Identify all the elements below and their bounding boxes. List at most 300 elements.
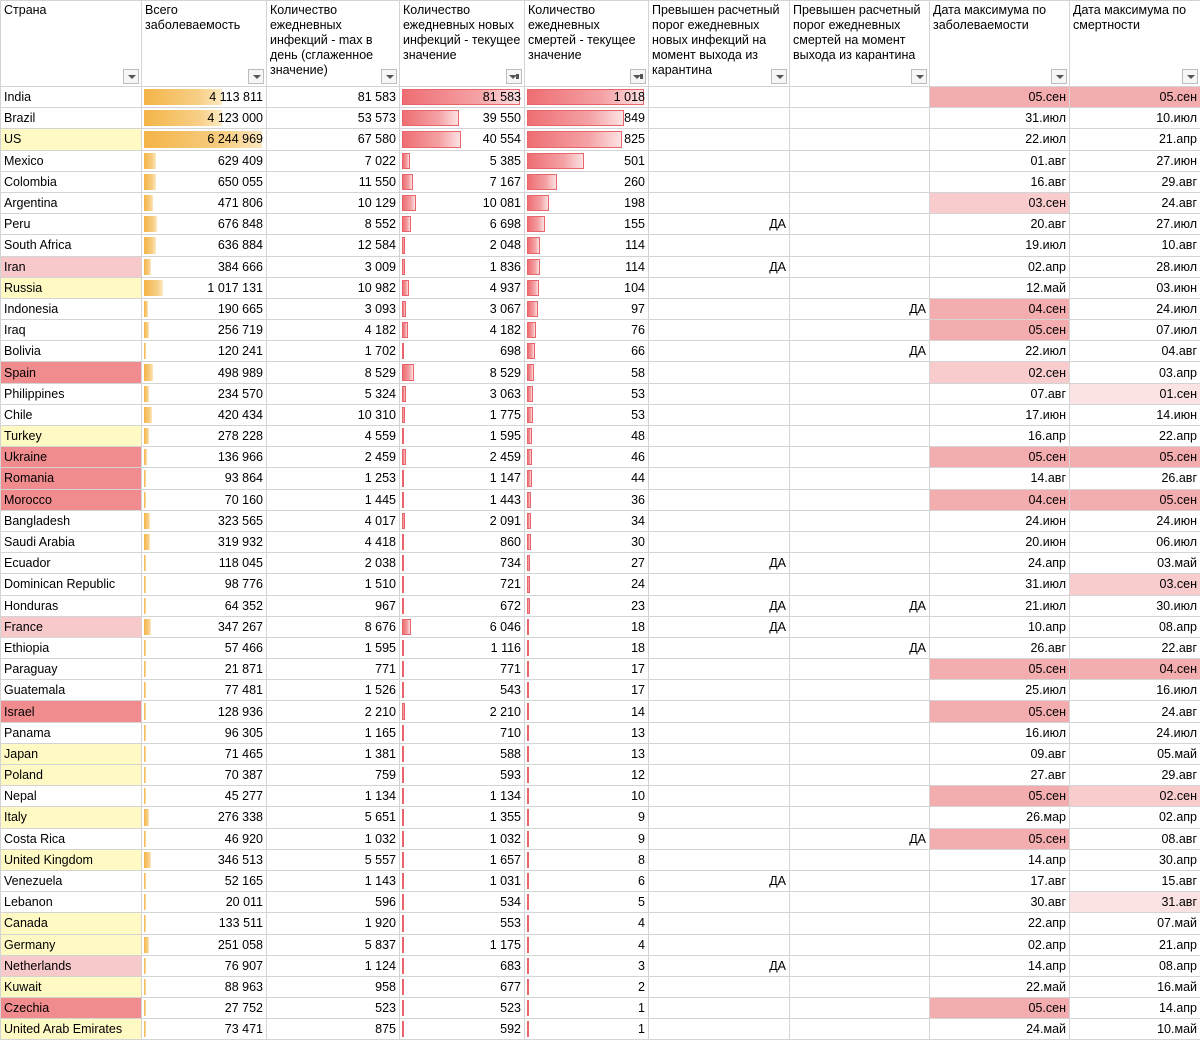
cell-total[interactable]: 346 513: [142, 849, 267, 870]
cell-infection-threshold[interactable]: [649, 934, 790, 955]
cell-country[interactable]: Ethiopia: [1, 637, 142, 658]
cell-death-peak-date[interactable]: 07.июл: [1070, 320, 1200, 341]
cell-infection-peak-date[interactable]: 17.июн: [930, 404, 1070, 425]
cell-infection-threshold[interactable]: ДА: [649, 870, 790, 891]
cell-total[interactable]: 4 113 811: [142, 87, 267, 108]
cell-death-peak-date[interactable]: 08.авг: [1070, 828, 1200, 849]
cell-max-daily[interactable]: 3 093: [267, 298, 400, 319]
cell-death-peak-date[interactable]: 06.июл: [1070, 531, 1200, 552]
cell-infection-threshold[interactable]: [649, 426, 790, 447]
cell-deaths[interactable]: 155: [525, 214, 649, 235]
cell-new-infections[interactable]: 1 116: [400, 637, 525, 658]
cell-death-threshold[interactable]: [790, 171, 930, 192]
cell-infection-peak-date[interactable]: 24.апр: [930, 553, 1070, 574]
cell-infection-threshold[interactable]: [649, 404, 790, 425]
cell-max-daily[interactable]: 67 580: [267, 129, 400, 150]
cell-new-infections[interactable]: 7 167: [400, 171, 525, 192]
cell-new-infections[interactable]: 734: [400, 553, 525, 574]
cell-country[interactable]: Kuwait: [1, 976, 142, 997]
cell-max-daily[interactable]: 1 920: [267, 913, 400, 934]
cell-infection-threshold[interactable]: ДА: [649, 553, 790, 574]
cell-max-daily[interactable]: 4 182: [267, 320, 400, 341]
cell-death-threshold[interactable]: ДА: [790, 595, 930, 616]
cell-deaths[interactable]: 3: [525, 955, 649, 976]
cell-new-infections[interactable]: 8 529: [400, 362, 525, 383]
cell-infection-threshold[interactable]: [649, 976, 790, 997]
cell-death-peak-date[interactable]: 27.июл: [1070, 214, 1200, 235]
cell-death-peak-date[interactable]: 08.апр: [1070, 616, 1200, 637]
cell-total[interactable]: 21 871: [142, 659, 267, 680]
cell-total[interactable]: 420 434: [142, 404, 267, 425]
cell-infection-threshold[interactable]: [649, 743, 790, 764]
cell-infection-threshold[interactable]: [649, 637, 790, 658]
cell-country[interactable]: Indonesia: [1, 298, 142, 319]
cell-death-peak-date[interactable]: 21.апр: [1070, 129, 1200, 150]
cell-death-threshold[interactable]: ДА: [790, 828, 930, 849]
cell-deaths[interactable]: 2: [525, 976, 649, 997]
cell-total[interactable]: 118 045: [142, 553, 267, 574]
cell-deaths[interactable]: 53: [525, 383, 649, 404]
cell-max-daily[interactable]: 10 310: [267, 404, 400, 425]
cell-new-infections[interactable]: 771: [400, 659, 525, 680]
cell-new-infections[interactable]: 721: [400, 574, 525, 595]
cell-total[interactable]: 52 165: [142, 870, 267, 891]
cell-deaths[interactable]: 17: [525, 680, 649, 701]
cell-max-daily[interactable]: 1 445: [267, 489, 400, 510]
cell-infection-threshold[interactable]: [649, 786, 790, 807]
cell-max-daily[interactable]: 10 982: [267, 277, 400, 298]
cell-total[interactable]: 629 409: [142, 150, 267, 171]
cell-total[interactable]: 6 244 969: [142, 129, 267, 150]
cell-death-peak-date[interactable]: 28.июл: [1070, 256, 1200, 277]
cell-death-threshold[interactable]: [790, 129, 930, 150]
cell-country[interactable]: Bolivia: [1, 341, 142, 362]
cell-death-peak-date[interactable]: 05.май: [1070, 743, 1200, 764]
cell-new-infections[interactable]: 6 046: [400, 616, 525, 637]
cell-total[interactable]: 498 989: [142, 362, 267, 383]
cell-max-daily[interactable]: 8 552: [267, 214, 400, 235]
cell-country[interactable]: Czechia: [1, 998, 142, 1019]
cell-max-daily[interactable]: 81 583: [267, 87, 400, 108]
cell-max-daily[interactable]: 967: [267, 595, 400, 616]
cell-infection-threshold[interactable]: ДА: [649, 955, 790, 976]
cell-deaths[interactable]: 36: [525, 489, 649, 510]
sort-descending-icon[interactable]: [630, 69, 646, 84]
cell-max-daily[interactable]: 1 526: [267, 680, 400, 701]
cell-new-infections[interactable]: 3 063: [400, 383, 525, 404]
cell-death-threshold[interactable]: [790, 256, 930, 277]
cell-total[interactable]: 278 228: [142, 426, 267, 447]
cell-death-threshold[interactable]: [790, 531, 930, 552]
cell-death-threshold[interactable]: [790, 765, 930, 786]
cell-country[interactable]: Dominican Republic: [1, 574, 142, 595]
cell-infection-peak-date[interactable]: 05.сен: [930, 87, 1070, 108]
cell-total[interactable]: 347 267: [142, 616, 267, 637]
filter-dropdown-icon[interactable]: [911, 69, 927, 84]
cell-max-daily[interactable]: 5 324: [267, 383, 400, 404]
cell-country[interactable]: Venezuela: [1, 870, 142, 891]
filter-dropdown-icon[interactable]: [1182, 69, 1198, 84]
cell-max-daily[interactable]: 1 134: [267, 786, 400, 807]
cell-infection-peak-date[interactable]: 31.июл: [930, 574, 1070, 595]
cell-deaths[interactable]: 8: [525, 849, 649, 870]
cell-new-infections[interactable]: 1 134: [400, 786, 525, 807]
cell-deaths[interactable]: 30: [525, 531, 649, 552]
cell-death-threshold[interactable]: [790, 574, 930, 595]
cell-death-peak-date[interactable]: 05.сен: [1070, 87, 1200, 108]
cell-death-peak-date[interactable]: 29.авг: [1070, 171, 1200, 192]
cell-country[interactable]: Honduras: [1, 595, 142, 616]
cell-new-infections[interactable]: 698: [400, 341, 525, 362]
cell-country[interactable]: Spain: [1, 362, 142, 383]
cell-total[interactable]: 77 481: [142, 680, 267, 701]
cell-total[interactable]: 251 058: [142, 934, 267, 955]
cell-death-peak-date[interactable]: 30.апр: [1070, 849, 1200, 870]
cell-max-daily[interactable]: 1 381: [267, 743, 400, 764]
cell-deaths[interactable]: 501: [525, 150, 649, 171]
cell-infection-peak-date[interactable]: 22.май: [930, 976, 1070, 997]
cell-total[interactable]: 319 932: [142, 531, 267, 552]
cell-new-infections[interactable]: 672: [400, 595, 525, 616]
cell-deaths[interactable]: 260: [525, 171, 649, 192]
cell-death-threshold[interactable]: [790, 383, 930, 404]
cell-infection-peak-date[interactable]: 05.сен: [930, 786, 1070, 807]
cell-total[interactable]: 133 511: [142, 913, 267, 934]
cell-country[interactable]: Iran: [1, 256, 142, 277]
cell-death-peak-date[interactable]: 01.сен: [1070, 383, 1200, 404]
cell-total[interactable]: 71 465: [142, 743, 267, 764]
cell-deaths[interactable]: 46: [525, 447, 649, 468]
cell-infection-threshold[interactable]: [649, 468, 790, 489]
cell-death-peak-date[interactable]: 24.авг: [1070, 701, 1200, 722]
cell-new-infections[interactable]: 593: [400, 765, 525, 786]
cell-deaths[interactable]: 9: [525, 828, 649, 849]
cell-total[interactable]: 46 920: [142, 828, 267, 849]
cell-total[interactable]: 73 471: [142, 1019, 267, 1040]
cell-total[interactable]: 120 241: [142, 341, 267, 362]
cell-infection-peak-date[interactable]: 07.авг: [930, 383, 1070, 404]
cell-new-infections[interactable]: 588: [400, 743, 525, 764]
cell-max-daily[interactable]: 5 651: [267, 807, 400, 828]
cell-deaths[interactable]: 66: [525, 341, 649, 362]
cell-death-peak-date[interactable]: 10.авг: [1070, 235, 1200, 256]
cell-deaths[interactable]: 18: [525, 616, 649, 637]
cell-infection-peak-date[interactable]: 05.сен: [930, 659, 1070, 680]
cell-deaths[interactable]: 34: [525, 510, 649, 531]
cell-country[interactable]: Italy: [1, 807, 142, 828]
cell-total[interactable]: 4 123 000: [142, 108, 267, 129]
cell-new-infections[interactable]: 2 459: [400, 447, 525, 468]
cell-max-daily[interactable]: 1 595: [267, 637, 400, 658]
cell-total[interactable]: 650 055: [142, 171, 267, 192]
cell-total[interactable]: 45 277: [142, 786, 267, 807]
cell-country[interactable]: United Kingdom: [1, 849, 142, 870]
cell-total[interactable]: 136 966: [142, 447, 267, 468]
cell-infection-peak-date[interactable]: 16.авг: [930, 171, 1070, 192]
cell-infection-threshold[interactable]: [649, 129, 790, 150]
cell-infection-threshold[interactable]: [649, 383, 790, 404]
cell-infection-threshold[interactable]: ДА: [649, 256, 790, 277]
cell-death-threshold[interactable]: [790, 277, 930, 298]
cell-country[interactable]: Israel: [1, 701, 142, 722]
cell-max-daily[interactable]: 596: [267, 892, 400, 913]
cell-infection-peak-date[interactable]: 10.апр: [930, 616, 1070, 637]
cell-new-infections[interactable]: 3 067: [400, 298, 525, 319]
cell-death-threshold[interactable]: [790, 404, 930, 425]
cell-max-daily[interactable]: 2 038: [267, 553, 400, 574]
cell-max-daily[interactable]: 4 418: [267, 531, 400, 552]
cell-death-peak-date[interactable]: 21.апр: [1070, 934, 1200, 955]
cell-new-infections[interactable]: 1 031: [400, 870, 525, 891]
cell-infection-threshold[interactable]: [649, 108, 790, 129]
cell-max-daily[interactable]: 1 253: [267, 468, 400, 489]
cell-max-daily[interactable]: 12 584: [267, 235, 400, 256]
cell-country[interactable]: Morocco: [1, 489, 142, 510]
cell-infection-peak-date[interactable]: 05.сен: [930, 998, 1070, 1019]
cell-death-peak-date[interactable]: 05.сен: [1070, 489, 1200, 510]
cell-new-infections[interactable]: 592: [400, 1019, 525, 1040]
cell-death-peak-date[interactable]: 24.июл: [1070, 722, 1200, 743]
cell-deaths[interactable]: 23: [525, 595, 649, 616]
cell-infection-peak-date[interactable]: 19.июл: [930, 235, 1070, 256]
cell-infection-threshold[interactable]: [649, 362, 790, 383]
cell-death-peak-date[interactable]: 16.июл: [1070, 680, 1200, 701]
cell-country[interactable]: Romania: [1, 468, 142, 489]
cell-new-infections[interactable]: 4 937: [400, 277, 525, 298]
cell-death-peak-date[interactable]: 29.авг: [1070, 765, 1200, 786]
cell-max-daily[interactable]: 53 573: [267, 108, 400, 129]
cell-infection-peak-date[interactable]: 27.авг: [930, 765, 1070, 786]
cell-max-daily[interactable]: 1 165: [267, 722, 400, 743]
cell-total[interactable]: 471 806: [142, 192, 267, 213]
cell-new-infections[interactable]: 1 175: [400, 934, 525, 955]
cell-country[interactable]: US: [1, 129, 142, 150]
cell-infection-threshold[interactable]: [649, 531, 790, 552]
cell-country[interactable]: Bangladesh: [1, 510, 142, 531]
cell-new-infections[interactable]: 39 550: [400, 108, 525, 129]
cell-new-infections[interactable]: 534: [400, 892, 525, 913]
cell-max-daily[interactable]: 2 459: [267, 447, 400, 468]
cell-max-daily[interactable]: 1 510: [267, 574, 400, 595]
cell-total[interactable]: 128 936: [142, 701, 267, 722]
cell-new-infections[interactable]: 543: [400, 680, 525, 701]
cell-total[interactable]: 190 665: [142, 298, 267, 319]
cell-death-threshold[interactable]: [790, 87, 930, 108]
cell-infection-threshold[interactable]: [649, 235, 790, 256]
cell-infection-threshold[interactable]: [649, 574, 790, 595]
cell-total[interactable]: 93 864: [142, 468, 267, 489]
cell-infection-threshold[interactable]: ДА: [649, 616, 790, 637]
cell-death-threshold[interactable]: [790, 447, 930, 468]
cell-country[interactable]: India: [1, 87, 142, 108]
cell-deaths[interactable]: 104: [525, 277, 649, 298]
cell-infection-peak-date[interactable]: 03.сен: [930, 192, 1070, 213]
cell-deaths[interactable]: 14: [525, 701, 649, 722]
cell-country[interactable]: Argentina: [1, 192, 142, 213]
cell-death-threshold[interactable]: [790, 1019, 930, 1040]
cell-infection-peak-date[interactable]: 05.сен: [930, 828, 1070, 849]
cell-max-daily[interactable]: 958: [267, 976, 400, 997]
cell-deaths[interactable]: 4: [525, 934, 649, 955]
cell-death-peak-date[interactable]: 03.май: [1070, 553, 1200, 574]
cell-death-peak-date[interactable]: 14.апр: [1070, 998, 1200, 1019]
cell-infection-threshold[interactable]: [649, 828, 790, 849]
cell-infection-threshold[interactable]: [649, 998, 790, 1019]
cell-death-threshold[interactable]: [790, 468, 930, 489]
cell-death-peak-date[interactable]: 16.май: [1070, 976, 1200, 997]
cell-deaths[interactable]: 198: [525, 192, 649, 213]
cell-death-threshold[interactable]: [790, 870, 930, 891]
cell-death-threshold[interactable]: [790, 849, 930, 870]
cell-new-infections[interactable]: 553: [400, 913, 525, 934]
cell-infection-peak-date[interactable]: 14.апр: [930, 849, 1070, 870]
cell-death-peak-date[interactable]: 05.сен: [1070, 447, 1200, 468]
cell-max-daily[interactable]: 5 557: [267, 849, 400, 870]
cell-total[interactable]: 256 719: [142, 320, 267, 341]
cell-max-daily[interactable]: 523: [267, 998, 400, 1019]
cell-new-infections[interactable]: 1 147: [400, 468, 525, 489]
cell-deaths[interactable]: 48: [525, 426, 649, 447]
cell-country[interactable]: Canada: [1, 913, 142, 934]
cell-new-infections[interactable]: 6 698: [400, 214, 525, 235]
cell-total[interactable]: 1 017 131: [142, 277, 267, 298]
cell-infection-peak-date[interactable]: 09.авг: [930, 743, 1070, 764]
cell-infection-peak-date[interactable]: 24.май: [930, 1019, 1070, 1040]
cell-total[interactable]: 98 776: [142, 574, 267, 595]
cell-infection-threshold[interactable]: [649, 320, 790, 341]
cell-total[interactable]: 70 160: [142, 489, 267, 510]
cell-infection-threshold[interactable]: [649, 807, 790, 828]
cell-deaths[interactable]: 1 018: [525, 87, 649, 108]
cell-country[interactable]: Panama: [1, 722, 142, 743]
cell-infection-peak-date[interactable]: 01.авг: [930, 150, 1070, 171]
cell-death-threshold[interactable]: [790, 150, 930, 171]
cell-death-peak-date[interactable]: 15.авг: [1070, 870, 1200, 891]
cell-total[interactable]: 636 884: [142, 235, 267, 256]
cell-deaths[interactable]: 58: [525, 362, 649, 383]
filter-dropdown-icon[interactable]: [381, 69, 397, 84]
cell-deaths[interactable]: 18: [525, 637, 649, 658]
cell-deaths[interactable]: 97: [525, 298, 649, 319]
cell-country[interactable]: Brazil: [1, 108, 142, 129]
cell-new-infections[interactable]: 10 081: [400, 192, 525, 213]
cell-infection-peak-date[interactable]: 02.апр: [930, 934, 1070, 955]
cell-country[interactable]: Poland: [1, 765, 142, 786]
cell-max-daily[interactable]: 11 550: [267, 171, 400, 192]
cell-total[interactable]: 27 752: [142, 998, 267, 1019]
cell-new-infections[interactable]: 683: [400, 955, 525, 976]
cell-death-peak-date[interactable]: 02.апр: [1070, 807, 1200, 828]
cell-max-daily[interactable]: 1 702: [267, 341, 400, 362]
cell-infection-threshold[interactable]: ДА: [649, 214, 790, 235]
cell-death-threshold[interactable]: [790, 701, 930, 722]
cell-country[interactable]: United Arab Emirates: [1, 1019, 142, 1040]
cell-infection-peak-date[interactable]: 05.сен: [930, 447, 1070, 468]
cell-death-peak-date[interactable]: 10.май: [1070, 1019, 1200, 1040]
cell-new-infections[interactable]: 1 775: [400, 404, 525, 425]
cell-death-peak-date[interactable]: 02.сен: [1070, 786, 1200, 807]
cell-death-threshold[interactable]: [790, 214, 930, 235]
cell-max-daily[interactable]: 7 022: [267, 150, 400, 171]
cell-infection-threshold[interactable]: [649, 510, 790, 531]
cell-death-peak-date[interactable]: 31.авг: [1070, 892, 1200, 913]
cell-infection-threshold[interactable]: [649, 87, 790, 108]
cell-death-peak-date[interactable]: 04.сен: [1070, 659, 1200, 680]
cell-country[interactable]: Iraq: [1, 320, 142, 341]
cell-death-threshold[interactable]: ДА: [790, 637, 930, 658]
cell-deaths[interactable]: 76: [525, 320, 649, 341]
cell-max-daily[interactable]: 4 017: [267, 510, 400, 531]
cell-death-threshold[interactable]: [790, 722, 930, 743]
cell-total[interactable]: 384 666: [142, 256, 267, 277]
cell-infection-threshold[interactable]: [649, 680, 790, 701]
cell-country[interactable]: Paraguay: [1, 659, 142, 680]
cell-new-infections[interactable]: 1 595: [400, 426, 525, 447]
cell-deaths[interactable]: 24: [525, 574, 649, 595]
cell-death-threshold[interactable]: [790, 955, 930, 976]
cell-infection-threshold[interactable]: [649, 150, 790, 171]
cell-infection-peak-date[interactable]: 26.авг: [930, 637, 1070, 658]
cell-new-infections[interactable]: 677: [400, 976, 525, 997]
cell-country[interactable]: Mexico: [1, 150, 142, 171]
cell-max-daily[interactable]: 759: [267, 765, 400, 786]
cell-infection-threshold[interactable]: [649, 765, 790, 786]
cell-deaths[interactable]: 6: [525, 870, 649, 891]
cell-country[interactable]: Peru: [1, 214, 142, 235]
cell-infection-peak-date[interactable]: 22.апр: [930, 913, 1070, 934]
cell-total[interactable]: 676 848: [142, 214, 267, 235]
filter-active-icon[interactable]: [506, 69, 522, 84]
cell-infection-peak-date[interactable]: 25.июл: [930, 680, 1070, 701]
cell-death-threshold[interactable]: [790, 510, 930, 531]
cell-max-daily[interactable]: 4 559: [267, 426, 400, 447]
cell-infection-threshold[interactable]: [649, 171, 790, 192]
cell-deaths[interactable]: 17: [525, 659, 649, 680]
cell-infection-peak-date[interactable]: 05.сен: [930, 701, 1070, 722]
cell-country[interactable]: Ukraine: [1, 447, 142, 468]
cell-deaths[interactable]: 27: [525, 553, 649, 574]
cell-deaths[interactable]: 9: [525, 807, 649, 828]
cell-deaths[interactable]: 44: [525, 468, 649, 489]
cell-max-daily[interactable]: 10 129: [267, 192, 400, 213]
filter-dropdown-icon[interactable]: [771, 69, 787, 84]
cell-new-infections[interactable]: 523: [400, 998, 525, 1019]
cell-infection-threshold[interactable]: [649, 298, 790, 319]
cell-infection-threshold[interactable]: [649, 892, 790, 913]
cell-total[interactable]: 70 387: [142, 765, 267, 786]
cell-death-threshold[interactable]: [790, 108, 930, 129]
cell-max-daily[interactable]: 3 009: [267, 256, 400, 277]
cell-country[interactable]: Chile: [1, 404, 142, 425]
cell-new-infections[interactable]: 860: [400, 531, 525, 552]
cell-total[interactable]: 57 466: [142, 637, 267, 658]
cell-new-infections[interactable]: 1 032: [400, 828, 525, 849]
cell-infection-threshold[interactable]: [649, 701, 790, 722]
filter-dropdown-icon[interactable]: [1051, 69, 1067, 84]
cell-death-threshold[interactable]: [790, 426, 930, 447]
cell-country[interactable]: Guatemala: [1, 680, 142, 701]
cell-country[interactable]: Costa Rica: [1, 828, 142, 849]
cell-death-peak-date[interactable]: 04.авг: [1070, 341, 1200, 362]
cell-infection-peak-date[interactable]: 31.июл: [930, 108, 1070, 129]
cell-total[interactable]: 96 305: [142, 722, 267, 743]
cell-max-daily[interactable]: 8 676: [267, 616, 400, 637]
cell-deaths[interactable]: 53: [525, 404, 649, 425]
cell-total[interactable]: 88 963: [142, 976, 267, 997]
cell-death-threshold[interactable]: ДА: [790, 298, 930, 319]
cell-death-peak-date[interactable]: 22.авг: [1070, 637, 1200, 658]
cell-max-daily[interactable]: 1 143: [267, 870, 400, 891]
